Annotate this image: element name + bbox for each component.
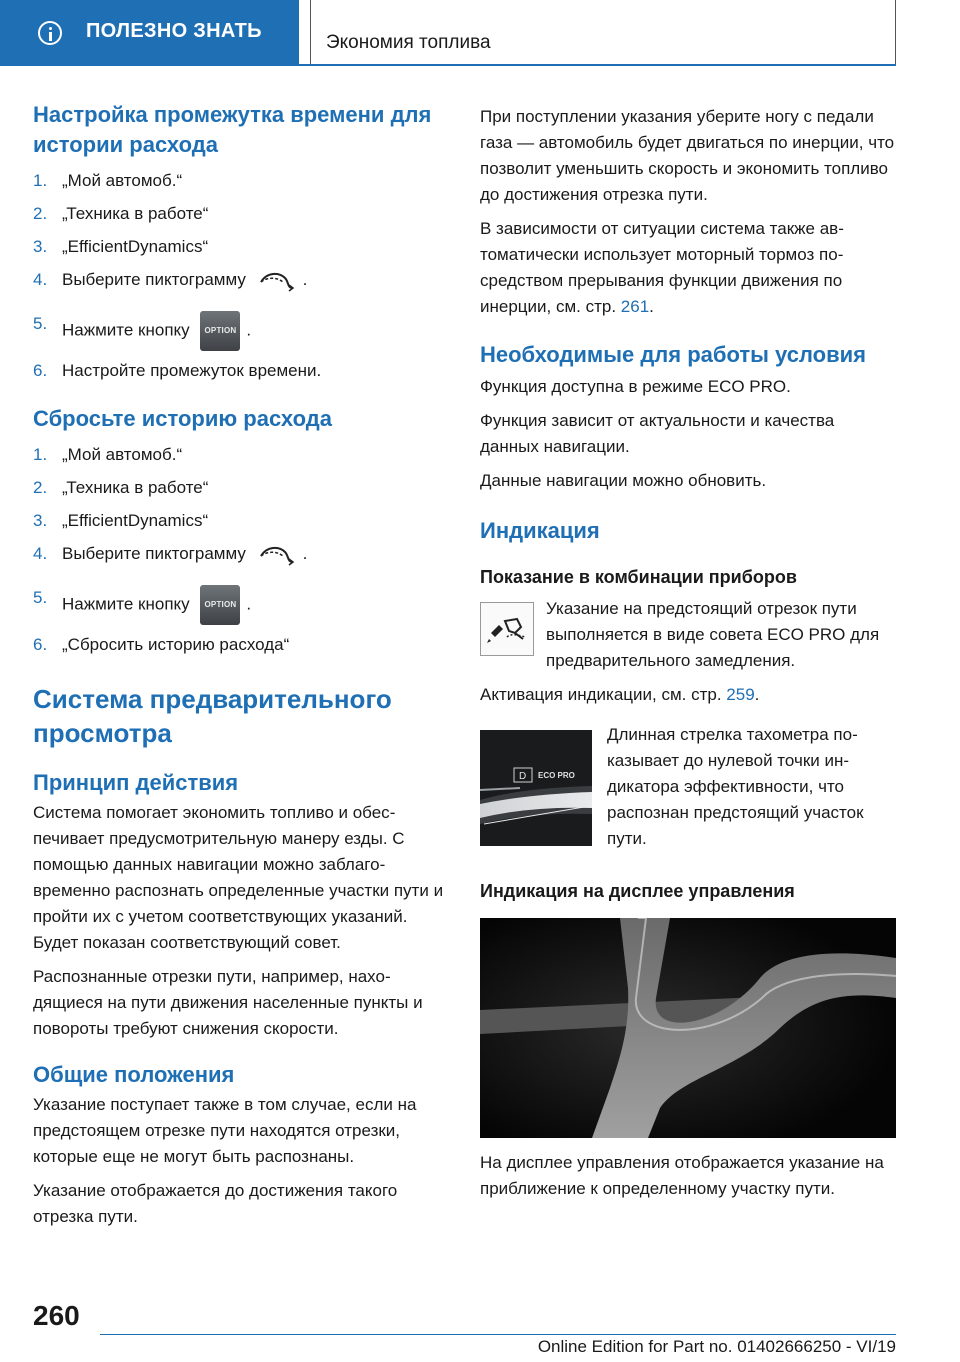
gear-indicator: D [519,771,527,782]
subsection-title-cluster: Показание в комбинации приборов [480,567,797,587]
road-preview-graphic [480,918,896,1138]
principle-paragraph: Система помогает экономить топливо и обеспечивает предусмотрительную манеру езды. С помощью данных навигации можно заблаговременно распознать определенные участки пути и пройти их с учетом соответствующих указаний. Будет показан соответствующий совет. [33,803,444,952]
edition-footer: Online Edition for Part no. 01402666250 - VI/19 [537,1337,896,1356]
step-text: Выберите пиктограмму [62,544,246,563]
option-button-icon: OPTION [200,311,240,351]
step-item [33,358,445,384]
road-route-icon [257,544,297,566]
step-item [33,311,445,351]
step-number: 4. [33,544,48,563]
activation-text: Активация индикации, см. стр. [480,685,727,704]
info-icon [38,21,62,45]
activation-end: . [754,685,760,704]
step-text: Нажмите кнопку [62,594,190,614]
conditions-paragraph: Данные навигации можно обновить. [480,471,767,490]
step-number: 2. [33,204,48,223]
tachometer-text: Длинная стрелка тахометра показывает до нулевой точки индикатора эффективности, что распознан предстоящий участок пути. [607,725,864,848]
step-text: Выберите пиктограмму [62,270,246,289]
conditions-paragraph: Функция доступна в режиме ECO PRO. [480,377,791,396]
steps-reset [33,442,445,658]
step-item [33,168,445,194]
step-text: „Мой автомоб.“ [62,445,183,464]
coasting-foot-icon [481,603,533,655]
step-number: 1. [33,445,48,464]
step-text: „Мой автомоб.“ [62,171,183,190]
section-title-reset: Сбросьте историю расхода [33,406,332,431]
right-column [480,104,896,1202]
header-tab-label: ПОЛЕЗНО ЗНАТЬ [86,20,262,42]
cluster-hint-text: Указание на предстоящий отрезок пути выполняется в виде совета ECO PRO для предварительного замедления. [546,599,880,670]
step-number: 2. [33,478,48,497]
step-number: 5. [33,588,48,607]
road-route-icon [257,270,297,292]
chapter-title-preview: Система предварительного просмотра [33,684,392,748]
step-end: . [302,544,308,563]
step-text: „Техника в работе“ [62,478,209,497]
eco-pro-coasting-icon [480,602,534,656]
section-title-principle: Принцип действия [33,770,239,795]
general-paragraph: Указание отображается до достижения такого отрезка пути. [33,1181,398,1226]
engine-brake-text: В зависимости от ситуации система также автоматически использует моторный тормоз посредством прерывания функции движения по инерции, см. стр. [480,219,844,316]
section-title-interval: Настройка промежутка времени для истории расхода [33,102,432,157]
tachometer-block [480,724,896,874]
step-number: 4. [33,270,48,289]
eco-pro-mode-label: ECO PRO [538,771,575,780]
step-number: 6. [33,361,48,380]
section-title-conditions: Необходимые для работы условия [480,342,866,367]
header-rule [299,64,896,66]
section-title-display: Индикация [480,518,600,543]
steps-interval [33,168,445,384]
tachometer-image [480,730,592,846]
tachometer-graphic [480,730,592,846]
header-title: Экономия топлива [326,32,491,53]
page-number: 260 [33,1300,80,1331]
step-item [33,508,445,534]
step-item [33,585,445,625]
step-text: „EfficientDynamics“ [62,511,209,530]
step-text: Нажмите кнопку [62,320,190,340]
conditions-paragraph: Функция зависит от актуальности и качества данных навигации. [480,411,835,456]
section-title-general: Общие положения [33,1062,235,1087]
step-item [33,475,445,501]
step-item [33,267,445,293]
step-number: 1. [33,171,48,190]
step-end: . [302,270,308,289]
step-number: 3. [33,511,48,530]
option-button-icon: OPTION [200,585,240,625]
step-item [33,632,445,658]
principle-paragraph: Распознанные отрезки пути, например, находящиеся на пути движения населенные пункты и повороты требуют снижения скорости. [33,967,423,1038]
footer-rule [100,1334,896,1335]
step-number: 3. [33,237,48,256]
activation-paragraph [480,682,896,708]
page-link-261[interactable]: 261 [620,297,650,316]
subsection-title-control-display: Индикация на дисплее управления [480,881,795,901]
step-text: „Техника в работе“ [62,204,209,223]
step-item [33,541,445,567]
engine-brake-end: . [649,297,654,316]
control-display-paragraph: На дисплее управления отображается указание на приближение к определенному участку пути. [480,1153,884,1198]
page-link-259[interactable]: 259 [726,685,755,704]
step-number: 6. [33,635,48,654]
step-item [33,442,445,468]
general-paragraph: Указание поступает также в том случае, если на предстоящем отрезке пути находятся отрезки, которые еще не могут быть распознаны. [33,1095,417,1166]
cluster-hint-block [480,598,896,680]
left-column [33,100,445,1230]
step-text: „EfficientDynamics“ [62,237,209,256]
step-end: . [246,594,252,614]
control-display-image [480,918,896,1138]
step-text: „Сбросить историю расхода“ [62,635,290,654]
step-number: 5. [33,314,48,333]
coasting-paragraph: При поступлении указания уберите ногу с педали газа — автомобиль будет двигаться по инерции, что позволит уменьшить скорость и экономить топливо до достижения отрезка пути. [480,107,895,204]
step-end: . [246,320,252,340]
step-item [33,234,445,260]
step-text: Настройте промежуток времени. [62,361,322,380]
engine-brake-paragraph [480,216,896,320]
header-tab [0,0,299,66]
step-item [33,201,445,227]
